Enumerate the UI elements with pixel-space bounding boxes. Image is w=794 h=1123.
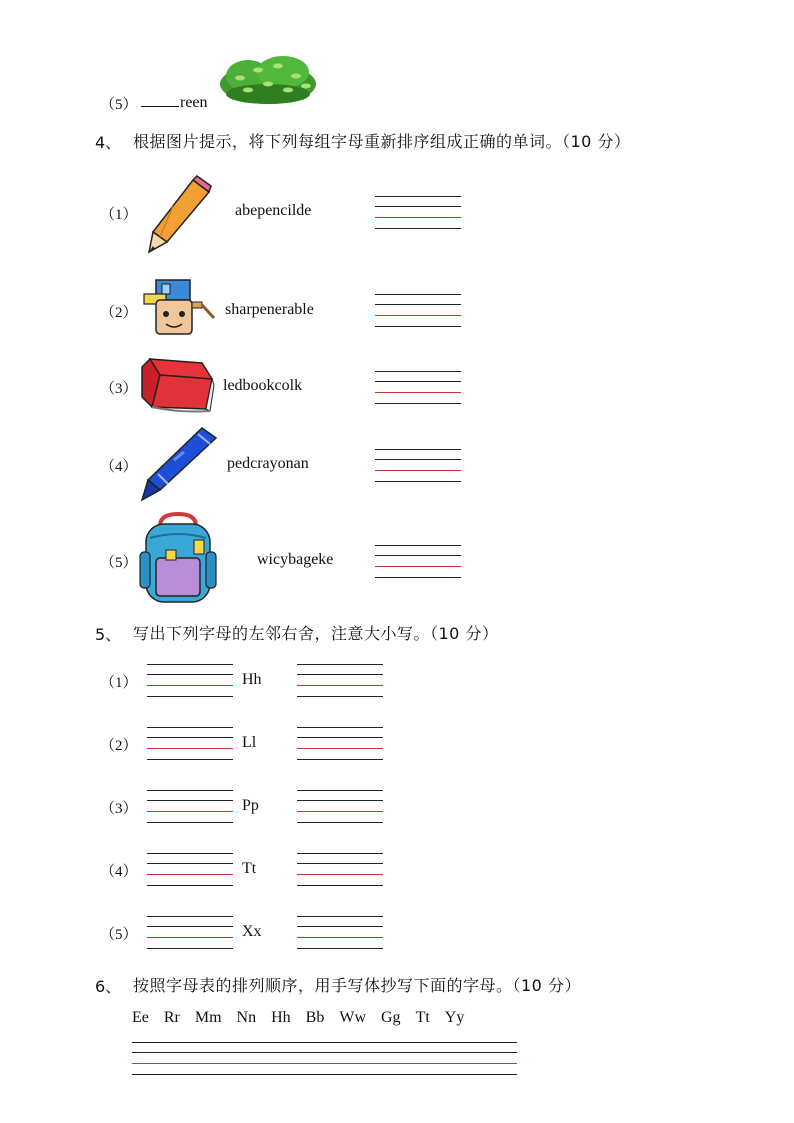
q5-number: 5、: [95, 625, 122, 644]
writing-lines[interactable]: [132, 1042, 517, 1076]
q5-instruction: 写出下列字母的左邻右舍，注意大小写。（10 分）: [133, 624, 499, 643]
q5-item2-number: （2）: [100, 738, 138, 754]
writing-lines[interactable]: [375, 371, 461, 405]
q5-item1-letter: Hh: [242, 671, 262, 688]
q4-item4-number: （4）: [100, 459, 138, 475]
writing-lines[interactable]: [147, 727, 233, 761]
q6-letter: Hh: [271, 1009, 291, 1026]
q4-item1-letters: abepencilde: [235, 202, 312, 219]
q4-item2-letters: sharpenerable: [225, 301, 314, 318]
writing-lines[interactable]: [297, 853, 383, 887]
q6-letter: Mm: [194, 1009, 222, 1026]
writing-lines[interactable]: [147, 916, 233, 950]
q3-item5-letters: reen: [180, 94, 208, 111]
q4-number: 4、: [95, 133, 122, 152]
pencil-icon: [145, 176, 213, 254]
q3-item5-word: [141, 92, 208, 112]
q6-letter: Ww: [339, 1009, 366, 1026]
q5-item4-letter: Tt: [242, 860, 257, 877]
q6-letter: Rr: [163, 1009, 180, 1026]
q4-item3-letters: ledbookcolk: [223, 377, 303, 394]
q6-letter: Ee: [132, 1009, 149, 1026]
writing-lines[interactable]: [147, 664, 233, 698]
bush-icon: [218, 54, 318, 106]
q5-item2-letter: Ll: [242, 734, 257, 751]
q5-item5-letter: Xx: [242, 923, 262, 940]
q5-item1-number: （1）: [100, 675, 138, 691]
q6-letter: Bb: [305, 1009, 325, 1026]
q6-letter: Nn: [236, 1009, 257, 1026]
q4-item5-letters: wicybageke: [257, 551, 334, 568]
q6-letter: Tt: [415, 1009, 430, 1026]
writing-lines[interactable]: [297, 790, 383, 824]
q4-item5-number: （5）: [100, 555, 138, 571]
q6-letter: Yy: [444, 1009, 465, 1026]
q6-letter-list: [132, 1009, 479, 1027]
q4-item2-number: （2）: [100, 305, 138, 321]
crayon-icon: [140, 426, 220, 502]
writing-lines[interactable]: [297, 727, 383, 761]
q6-instruction: 按照字母表的排列顺序，用手写体抄写下面的字母。（10 分）: [133, 976, 581, 995]
q4-item4-letters: pedcrayonan: [227, 455, 309, 472]
writing-lines[interactable]: [147, 853, 233, 887]
q5-item3-letter: Pp: [242, 797, 259, 814]
q4-item1-number: （1）: [100, 207, 138, 223]
q5-item5-number: （5）: [100, 927, 138, 943]
q4-item3-number: （3）: [100, 381, 138, 397]
q6-letter: Gg: [381, 1009, 401, 1026]
writing-lines[interactable]: [297, 664, 383, 698]
q5-item3-number: （3）: [100, 801, 138, 817]
answer-blank[interactable]: [141, 92, 179, 107]
writing-lines[interactable]: [375, 294, 461, 328]
backpack-icon: [138, 512, 218, 606]
writing-lines[interactable]: [297, 916, 383, 950]
q6-number: 6、: [95, 977, 122, 996]
writing-lines[interactable]: [147, 790, 233, 824]
q3-item5-number: （5）: [100, 97, 138, 113]
sharpener-icon: [142, 278, 218, 340]
writing-lines[interactable]: [375, 196, 461, 230]
book-icon: [140, 357, 216, 413]
writing-lines[interactable]: [375, 449, 461, 483]
q4-instruction: 根据图片提示，将下列每组字母重新排序组成正确的单词。（10 分）: [133, 132, 631, 151]
q5-item4-number: （4）: [100, 864, 138, 880]
writing-lines[interactable]: [375, 545, 461, 579]
